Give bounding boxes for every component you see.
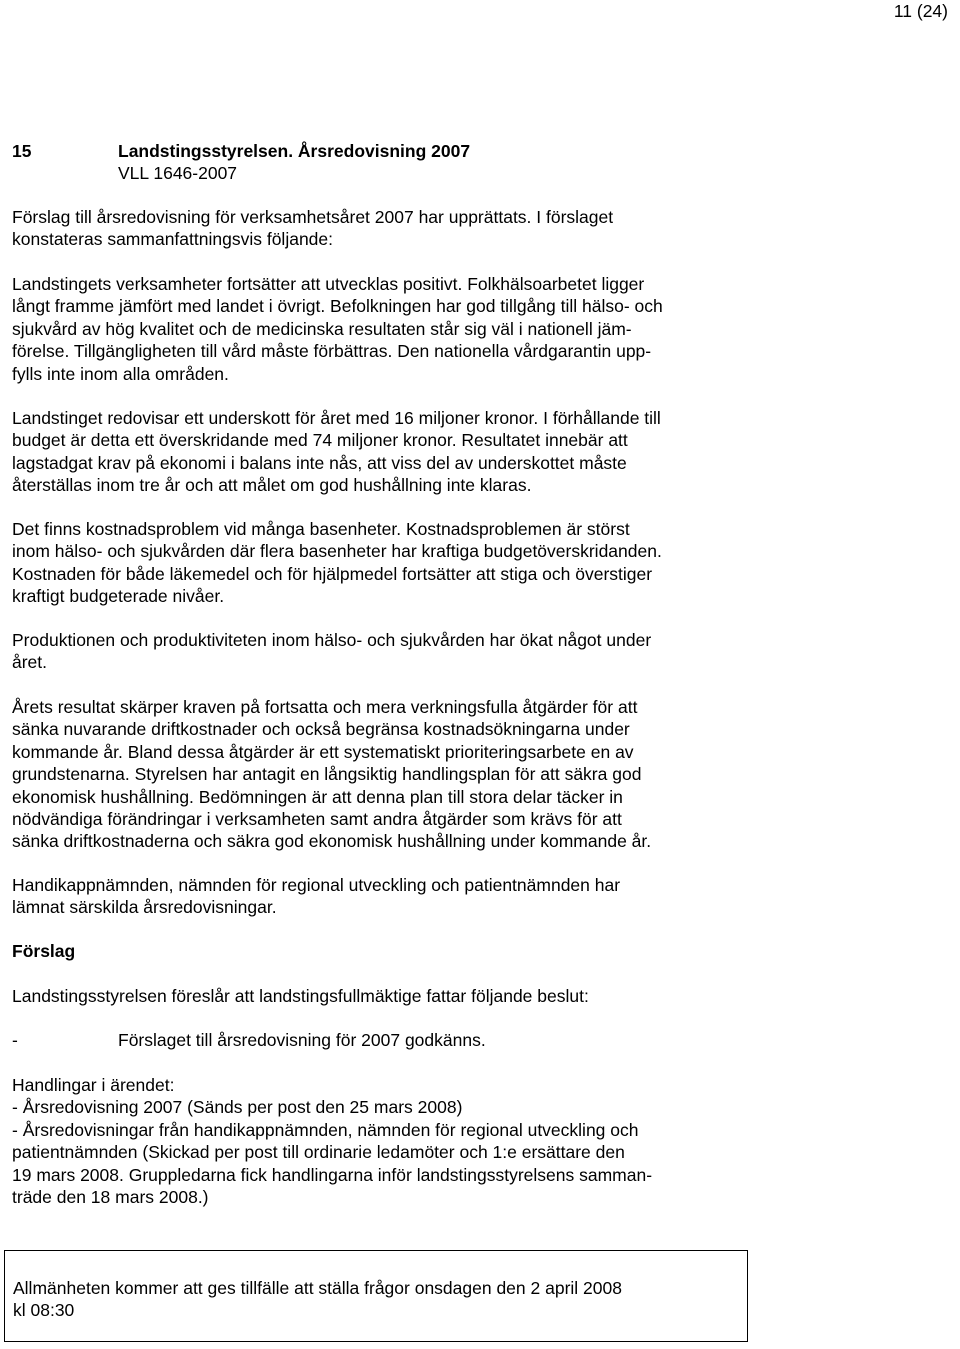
- decision-text: Förslaget till årsredovisning för 2007 godkänns.: [118, 1030, 486, 1050]
- paragraph-line: Landstingets verksamheter fortsätter att utvecklas positivt. Folkhälsoarbetet ligger: [12, 274, 645, 294]
- paragraph-line: ekonomisk hushållning. Bedömningen är att denna plan till stora delar täcker in: [12, 786, 623, 807]
- paragraph-line: Handikappnämnden, nämnden för regional utveckling och patientnämnden har: [12, 875, 621, 895]
- documents-line: patientnämnden (Skickad per post till ordinarie ledamöter och 1:e ersättare den: [12, 1142, 625, 1163]
- paragraph-line: Produktionen och produktiviteten inom hälso- och sjukvården har ökat något under: [12, 630, 652, 650]
- item-reference: VLL 1646-2007: [118, 163, 238, 183]
- paragraph-line: konstateras sammanfattningsvis följande:: [12, 229, 333, 250]
- paragraph-line: lämnat särskilda årsredovisningar.: [12, 897, 277, 918]
- item-number: 15: [12, 141, 32, 161]
- paragraph-line: lagstadgat krav på ekonomi i balans inte nås, att viss del av underskottet måste: [12, 452, 627, 473]
- paragraph-intro: [12, 206, 742, 251]
- documents-line: Handlingar i ärendet:: [12, 1075, 175, 1095]
- paragraph-line: budget är detta ett överskridande med 74 miljoner kronor. Resultatet innebär att: [12, 430, 628, 451]
- paragraph-line: inom hälso- och sjukvården där flera basenheter har kraftiga budgetöverskridanden.: [12, 541, 662, 562]
- paragraph-line: Kostnaden för både läkemedel och för hjälpmedel fortsätter att stiga och överstiger: [12, 563, 653, 584]
- paragraph-costs: [12, 518, 742, 608]
- paragraph-line: året.: [12, 652, 48, 673]
- paragraph-production: [12, 629, 742, 674]
- notice-line: Allmänheten kommer att ges tillfälle att ställa frågor onsdagen den 2 april 2008: [13, 1278, 622, 1298]
- paragraph-line: kommande år. Bland dessa åtgärder är ett systematiskt prioriteringsarbete en av: [12, 741, 634, 762]
- documents-line: träde den 18 mars 2008.): [12, 1187, 209, 1208]
- proposal-intro: Landstingsstyrelsen föreslår att landstingsfullmäktige fattar följande beslut:: [12, 986, 589, 1006]
- documents-list: [12, 1074, 742, 1208]
- page-number: 11 (24): [893, 1, 948, 21]
- paragraph-line: fylls inte inom alla områden.: [12, 363, 229, 384]
- proposal-heading: Förslag: [12, 941, 76, 961]
- paragraph-line: återställas inom tre år och att målet om god hushållning inte klaras.: [12, 475, 532, 496]
- item-title: Landstingsstyrelsen. Årsredovisning 2007: [118, 141, 471, 161]
- documents-line: 19 mars 2008. Gruppledarna fick handlingarna inför landstingsstyrelsens samman-: [12, 1164, 653, 1185]
- paragraph-line: kraftigt budgeterade nivåer.: [12, 586, 225, 607]
- paragraph-health: [12, 273, 742, 385]
- paragraph-line: långt framme jämfört med landet i övrigt. Befolkningen har god tillgång till hälso- och: [12, 296, 663, 317]
- decision-dash: -: [12, 1030, 18, 1050]
- documents-line: - Årsredovisningar från handikappnämnden, nämnden för regional utveckling och: [12, 1119, 639, 1140]
- paragraph-line: grundstenarna. Styrelsen har antagit en långsiktig handlingsplan för att säkra god: [12, 764, 642, 785]
- paragraph-committees: [12, 874, 742, 919]
- paragraph-line: sjukvård av hög kvalitet och de medicinska resultaten står sig väl i nationell jäm-: [12, 318, 632, 339]
- paragraph-measures: [12, 696, 742, 853]
- paragraph-line: nödvändiga förändringar i verksamheten samt andra åtgärder som krävs för att: [12, 809, 622, 830]
- paragraph-line: sänka nuvarande driftkostnader och också begränsa kostnadsökningarna under: [12, 719, 630, 740]
- paragraph-deficit: [12, 407, 742, 497]
- public-notice-box: [4, 1250, 748, 1342]
- paragraph-line: Landstinget redovisar ett underskott för året med 16 miljoner kronor. I förhållande till: [12, 408, 661, 428]
- documents-line: - Årsredovisning 2007 (Sänds per post den 25 mars 2008): [12, 1097, 463, 1118]
- paragraph-line: Förslag till årsredovisning för verksamhetsåret 2007 har upprättats. I förslaget: [12, 207, 614, 227]
- paragraph-line: Det finns kostnadsproblem vid många basenheter. Kostnadsproblemen är störst: [12, 519, 630, 539]
- public-notice-text: [13, 1277, 622, 1322]
- paragraph-line: förelse. Tillgängligheten till vård måste förbättras. Den nationella vårdgarantin upp-: [12, 341, 652, 362]
- paragraph-line: sänka driftkostnaderna och säkra god ekonomisk hushållning under kommande år.: [12, 831, 652, 852]
- paragraph-line: Årets resultat skärper kraven på fortsatta och mera verkningsfulla åtgärder för att: [12, 697, 638, 717]
- notice-line: kl 08:30: [13, 1300, 75, 1321]
